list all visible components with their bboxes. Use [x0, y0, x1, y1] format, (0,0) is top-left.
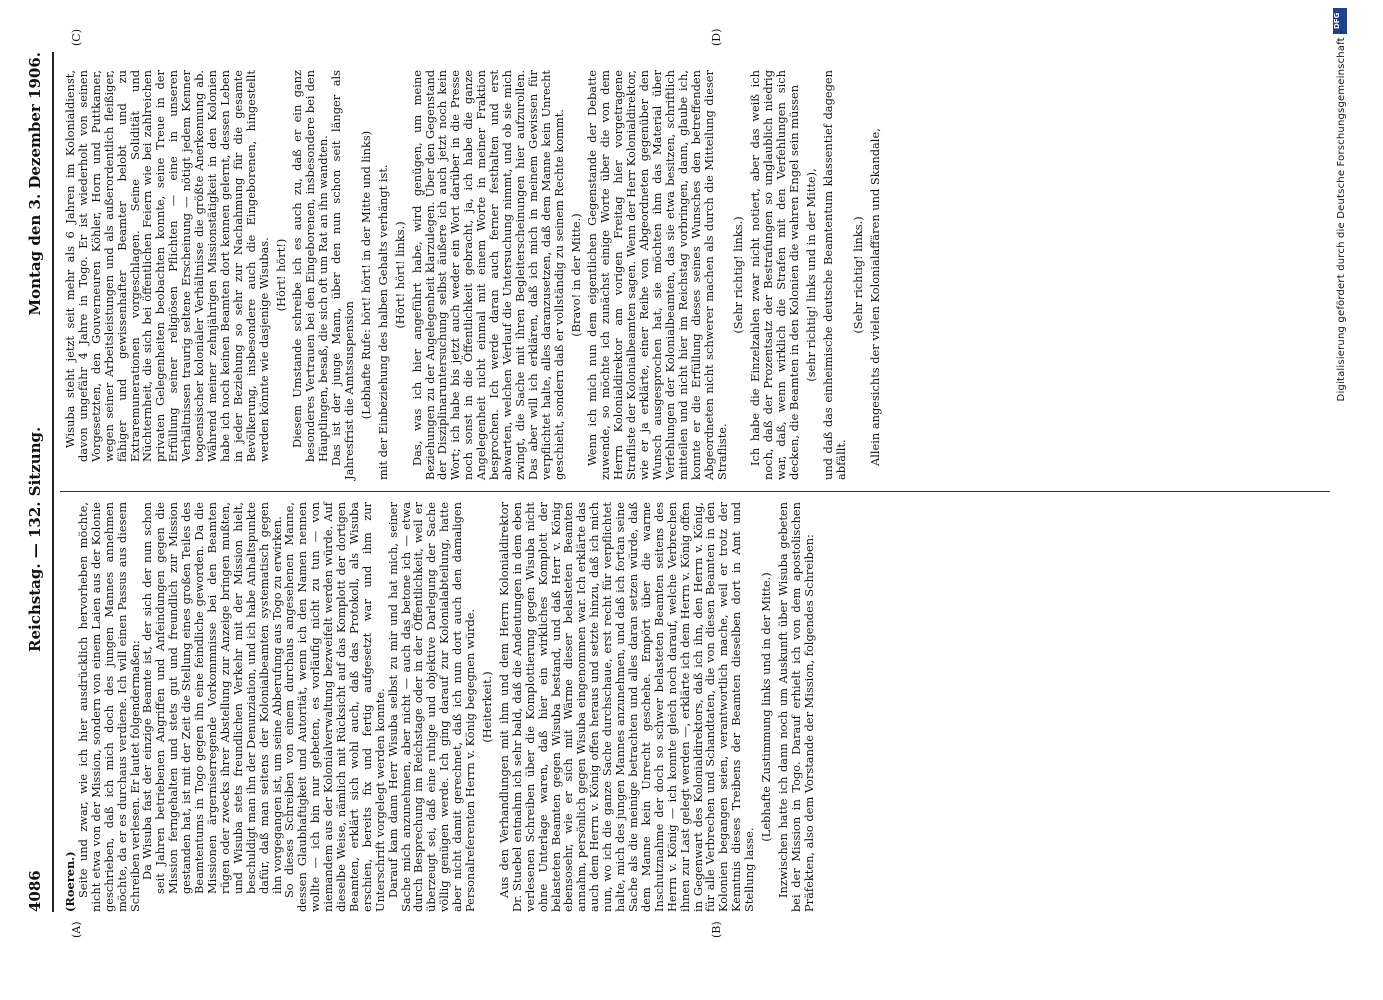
paragraph: Das ist der junge Mann, über den nun schon seit länger als Jahresfrist die Amtssuspension — [329, 70, 357, 480]
paragraph: Wenn ich mich nun dem eigentlichen Gegenstande der Debatte zuwende, so möchte ich zunächst einige Worte über die von dem Herrn Kolonialdirektor am vorigen Freitag hier vorgetragene Strafliste der Kolonialbeamten sagen. Wenn der Herr Kolonialdirektor, wie er ja erklärte, einer Reihe von Abgeordneten gegenüber den Wunsch ausgesprochen hat, sie möchten ihm das Material über Verfehlungen der Kolonialbeamten, das sie etwa besitzen, schriftlich mitteilen und nicht hier im Reichstag vorbringen, dann, glaube ich, konnte er die Erfüllung dieses seines Wunsches den betreffenden Abgeordneten nicht schwerer machen als durch die Mitteilung dieser Strafliste. — [585, 70, 729, 480]
dfg-logo: DFG — [1333, 8, 1347, 34]
interjection: (Hört! hört! links.) — [392, 221, 407, 329]
paragraph: und daß das einheimische deutsche Beamtentum klassentief dagegen abfällt. — [820, 70, 848, 480]
paragraph: Seite und zwar, wie ich hier ausdrücklich hervorheben möchte, nicht etwa von der Mission, sondern von einem Laien aus der Kolonie geschrieben, daß ich mich doch des jungen Mannes annehmen möchte, da er es durchaus verdiene. Ich will einen Passus aus diesem Schreiben verlesen. Er lautet folgendermaßen: — [75, 502, 142, 912]
paragraph: Aus den Verhandlungen mit ihm und dem Herrn Kolonialdirektor Dr. Stuebel entnahm ich sehr bald, daß die Andeutungen in dem eben verlesenen Schreiben über die Komplottierung gegen Wisuba nicht ohne Unterlage waren, daß hier ein wirkliches Komplott der belasteten Beamten gegen Wisuba bestand, und daß Herr v. König ebensosehr, wie er sich mit Wärme dieser belasteten Beamten annahm, persönlich gegen Wisuba eingenommen war. Ich erklärte das auch dem Herrn v. König offen heraus und setzte hinzu, daß ich mich nun, wo ich die ganze Sache durchschaue, erst recht für verpflichtet halte, mich des jungen Mannes anzunehmen, und daß ich fortan seine Sache als die meinige betrachten und alles daran setzen würde, daß dem Manne kein Unrecht geschehe. Empört über die warme Inschutznahme der doch so schwer belasteten Beamten seitens des Herrn v. König — ich konnte gleich noch darauf, welche Verbrechen ihnen zur Last gelegt werden —, erklärte ich dem Herrn v. König offen in Gegenwart des Kolonialdirektors, daß ich ihn, den Herrn v. König, für alle Verbrechen und Schandtaten, die von diesen Beamten in den Kolonien begangen seien, verantwortlich mache, weil er trotz der Kenntnis dieses Treibens der Beamten dieselben dort in Amt und Stellung lasse. — [496, 502, 757, 912]
interjection: (Bravo! in der Mitte.) — [568, 213, 583, 337]
session-date: Montag den 3. Dezember 1906. — [26, 52, 44, 316]
marker-b: (B) — [710, 921, 723, 938]
paragraph: Das, was ich hier angeführt habe, wird genügen, um meine Beziehungen zu der Angelegenheit klarzulegen. Über den Gegenstand der Disziplinaruntersuchung selbst äußere ich auch jetzt noch kein Wort; ich habe bis jetzt auch weder ein Wort darüber in die Presse noch sonst in die Öffentlichkeit gebracht, ja, ich habe die ganze Angelegenheit nicht einmal mit einem Worte in meiner Fraktion besprochen. Ich werde daran auch ferner festhalten und erst abwarten, welchen Verlauf die Untersuchung nimmt, und ob sie mich zwingt, die Sache mit ihren Begleiterscheinungen hier aufzurollen. Das aber will ich erklären, daß ich mich in meinem Gewissen für verpflichtet halte, alles daranzusetzen, daß dem Manne kein Unrecht geschieht, sondern daß er vollständig zu seinem Rechte kommt. — [409, 70, 566, 480]
speaker-label: (Roeren.) — [63, 851, 77, 912]
left-column — [64, 502, 816, 912]
digitization-note: Digitalisierung gefördert durch die Deutsche Forschungsgemeinschaft - — [1336, 30, 1347, 402]
quote-paragraph: Da Wisuba fast der einzige Beamte ist, der sich der nun schon seit Jahren betriebenen Angriffen und Anfeindungen gegen die Mission ferngehalten und stets gut und freundlich zur Mission gestanden hat, ist mit der Zeit die Stellung eines großen Teiles des Beamtentums in Togo gegen ihn eine feindliche geworden. Da die Missionen ärgerniserregende Vorkommnisse bei den Beamten rügen oder zwecks ihrer Abstellung zur Anzeige bringen mußten, und Wisuba stets freundlichen Verkehr mit der Mission hielt, beschuldigt man ihn der Denunziation, und ich habe Anhaltspunkte dafür, daß man seitens der Kolonialbeamten systematisch gegen ihn vorgegangen ist, um seine Abberufung aus Togo zu erwirken. — [140, 502, 284, 894]
right-column — [64, 70, 881, 480]
session-title: Reichstag. — 132. Sitzung. — [26, 426, 44, 652]
marker-d: (D) — [710, 28, 723, 46]
interjection: (Sehr richtig! links.) — [731, 216, 746, 334]
quote-paragraph: Wisuba steht jetzt seit mehr als 6 Jahren im Kolonialdienst, davon ungefähr 4 Jahre in Togo. Er ist wiederholt von seinen Vorgesetzten, den Gouverneuren Köhler, Horn und Puttkamer, wegen seiner Arbeitsleistungen und als außerordentlich fleißiger, fähiger und gewissenhafter Beamter belobt und zu Extraremunerationen vorgeschlagen. Seine Solidität und Nüchternheit, die sich bei öffentlichen Feiern wie bei zahlreichen privaten Gelegenheiten beobachten konnte, seine Treue in der Erfüllung seiner religiösen Pflichten — eine in unseren Verhältnissen traurig seltene Erscheinung — nötigt jedem Kenner togoensischer kolonialer Verhältnisse die größte Anerkennung ab. Während meiner zehnjährigen Missionstätigkeit in den Kolonien habe ich noch keinen Beamten dort kennen gelernt, dessen Leben in jeder Beziehung so sehr zur Nachahmung für die gesamte Bevölkerung, insbesondere auch die Eingeborenen, hingestellt werden könnte wie dasjenige Wisubas. — [63, 70, 271, 462]
interjection: (sehr richtig! links und in der Mitte), — [803, 168, 818, 382]
quote-paragraph: Diesem Umstande schreibe ich es auch zu, daß er ein ganz besonderes Vertrauen bei den Eingeborenen, insbesondere bei den Häuptlingen, besaß, die sich oft um Rat an ihn wandten. — [290, 70, 331, 462]
page-number: 4086 — [26, 870, 44, 912]
paragraph: mit der Einbeziehung des halben Gehalts verhängt ist. — [375, 164, 390, 480]
interjection: (Lebhafte Rufe: hört! hört! in der Mitte und links) — [358, 130, 373, 420]
interjection: (Hört! hört!) — [273, 238, 288, 312]
paragraph: Inzwischen hatte ich dann noch um Auskunft über Wisuba gebeten bei der Mission in Togo. Darauf erhielt ich von dem apostolischen Präfekten, also dem Vorstande der Mission, folgendes Schreiben: — [775, 502, 816, 912]
paragraph: Ich habe die Einzelzahlen zwar nicht notiert, aber das weiß ich noch, daß der Prozentsatz der Bestrafungen so unglaublich niedrig war, daß, wenn wirklich die Strafen mit den Verfehlungen sich decken, die Beamten in den Kolonien die wahren Engel sein müssen — [748, 70, 802, 480]
interjection: (Heiterkeit.) — [480, 671, 494, 743]
paragraph: Darauf kam dann Herr Wisuba selbst zu mir und hat mich, seiner Sache mich anzunehmen, aber nicht — auch das betone ich — etwa durch Besprechung im Reichstage oder in der Öffentlichkeit, weil er überzeugt sei, daß eine ruhige und objektive Darlegung der Sache völlig genügen werde. Ich ging darauf zur Kolonialabteilung, hatte aber nicht damit gerechnet, daß ich nun dort auch den damaligen Personalreferenten Herrn v. König begegnen würde. — [385, 502, 478, 912]
interjection: (Sehr richtig! links.) — [850, 216, 865, 334]
header-rule — [52, 52, 54, 912]
page-header — [20, 52, 50, 912]
marker-a: (A) — [70, 921, 83, 938]
paragraph: Allein angesichts der vielen Kolonialaffären und Skandale, — [867, 128, 882, 466]
paragraph: So dieses Schreiben von einem durchaus angesehenen Manne, dessen Glaubhaftigkeit und Autorität, wenn ich den Namen nennen wollte — ich bin nur gebeten, es vorläufig nicht zu tun — von niemandem aus der Kolonialverwaltung bezweifelt werden würde. Auf dieselbe Weise, nämlich mit Rücksicht auf das Komplott der dortigen Beamten, erklärt sich wohl auch, daß das Protokoll, als Wisuba erschien, bereits fix und fertig aufgesetzt war und ihm zur Unterschrift vorgelegt werden konnte. — [282, 502, 387, 912]
interjection: (Lebhafte Zustimmung links und in der Mitte.) — [759, 572, 774, 842]
column-rule — [60, 491, 1330, 492]
marker-c: (C) — [70, 29, 83, 46]
